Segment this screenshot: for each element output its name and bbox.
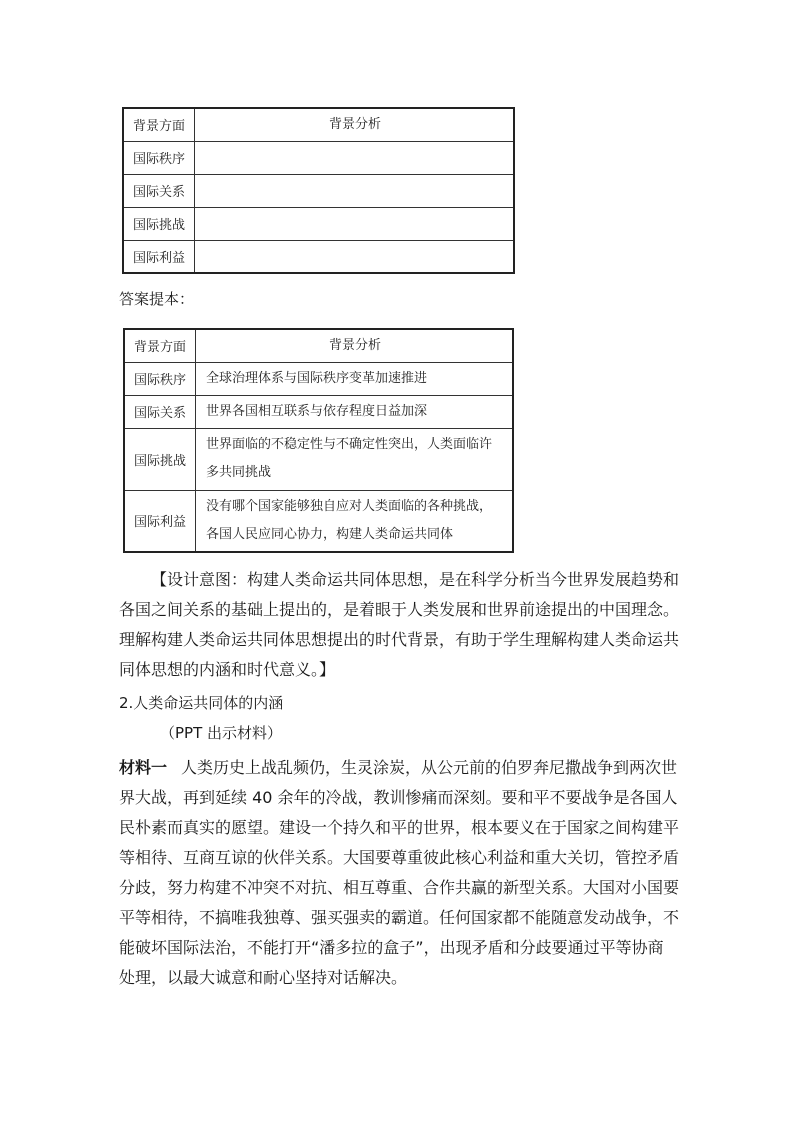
analysis-cell: 全球治理体系与国际秩序变革加速推进 bbox=[196, 362, 514, 395]
header-aspect-cell: 背景方面 bbox=[123, 108, 195, 141]
table-row bbox=[123, 207, 514, 240]
aspect-cell: 国际挑战 bbox=[124, 428, 196, 490]
aspect-cell: 国际关系 bbox=[124, 395, 196, 428]
table-row bbox=[123, 141, 514, 174]
material-paragraph bbox=[119, 753, 679, 993]
analysis-cell bbox=[195, 207, 515, 240]
material-label: 材料一 bbox=[119, 758, 168, 777]
table-row bbox=[124, 362, 513, 395]
analysis-cell bbox=[195, 141, 515, 174]
table-row bbox=[124, 490, 513, 552]
table-header-row bbox=[123, 108, 514, 141]
design-intent-paragraph: 【设计意图：构建人类命运共同体思想，是在科学分析当今世界发展趋势和各国之间关系的基础上提出的，是着眼于人类发展和世界前途提出的中国理念。理解构建人类命运共同体思想提出的时代背景，有助于学生理解构建人类命运共同体思想的内涵和时代意义。】 bbox=[119, 570, 680, 679]
aspect-cell: 国际利益 bbox=[124, 490, 196, 552]
header-aspect-cell: 背景方面 bbox=[124, 329, 196, 362]
material-text: 人类历史上战乱频仍，生灵涂炭，从公元前的伯罗奔尼撒战争到两次世界大战，再到延续 40 余年的冷战，教训惨痛而深刻。要和平不要战争是各国人民朴素而真实的愿望。建设一个持久和平的世界，根本要义在于国家之间构建平等相待、互商互谅的伙伴关系。大国要尊重彼此核心利益和重大关切，管控矛盾分歧，努力构建不冲突不对抗、相互尊重、合作共赢的新型关系。大国对小国要平等相待，不搞唯我独尊、强买强卖的霸道。任何国家都不能随意发动战争，不能破坏国际法治，不能打开“潘多拉的盒子”，出现矛盾和分歧要通过平等协商处理，以最大诚意和耐心坚持对话解决。 bbox=[119, 758, 680, 987]
header-analysis-cell: 背景分析 bbox=[195, 108, 515, 141]
analysis-cell bbox=[195, 240, 515, 273]
background-table-blank bbox=[122, 107, 515, 274]
analysis-cell: 世界各国相互联系与依存程度日益加深 bbox=[196, 395, 514, 428]
background-table-answer bbox=[123, 328, 514, 553]
aspect-cell: 国际关系 bbox=[123, 174, 195, 207]
analysis-cell bbox=[195, 174, 515, 207]
analysis-cell: 没有哪个国家能够独自应对人类面临的各种挑战，各国人民应同心协力，构建人类命运共同体 bbox=[196, 490, 514, 552]
answer-label: 答案提本： bbox=[119, 290, 195, 308]
header-analysis-cell: 背景分析 bbox=[196, 329, 514, 362]
table-row bbox=[123, 240, 514, 273]
aspect-cell: 国际秩序 bbox=[123, 141, 195, 174]
table-row bbox=[124, 395, 513, 428]
ppt-note: （PPT 出示材料） bbox=[160, 724, 283, 742]
section-title: 2.人类命运共同体的内涵 bbox=[119, 694, 284, 712]
table-row bbox=[123, 174, 514, 207]
aspect-cell: 国际利益 bbox=[123, 240, 195, 273]
table-row bbox=[124, 428, 513, 490]
aspect-cell: 国际秩序 bbox=[124, 362, 196, 395]
table-header-row bbox=[124, 329, 513, 362]
aspect-cell: 国际挑战 bbox=[123, 207, 195, 240]
analysis-cell: 世界面临的不稳定性与不确定性突出，人类面临许多共同挑战 bbox=[196, 428, 514, 490]
